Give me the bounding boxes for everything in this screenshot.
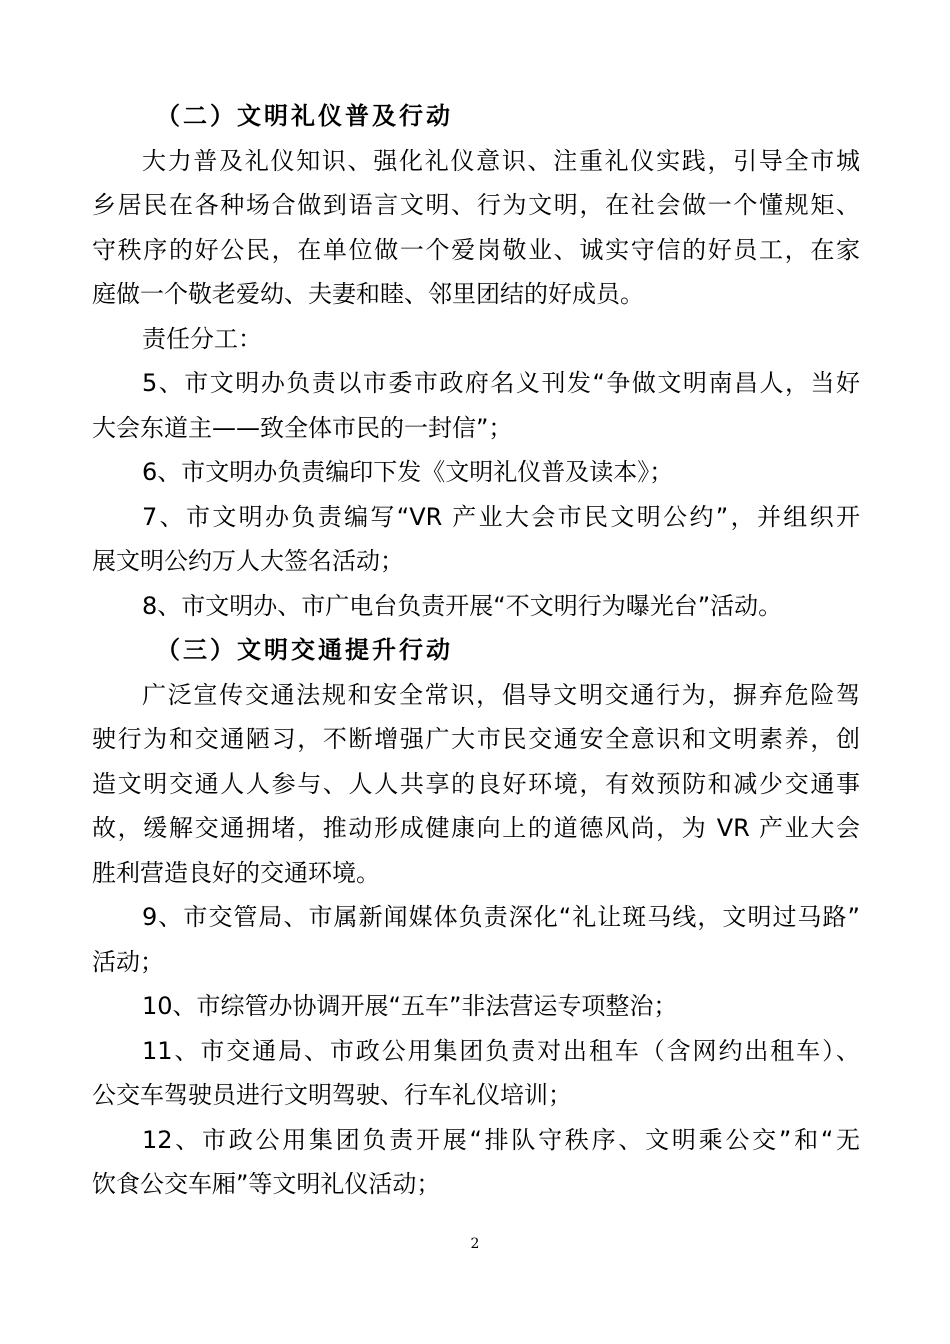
paragraph-line: 驶行为和交通陋习，不断增强广大市民交通安全意识和文明素养，创 [92,725,860,753]
paragraph-line: 守秩序的好公民，在单位做一个爱岗敬业、诚实守信的好员工，在家 [92,235,860,264]
paragraph-line: 广泛宣传交通法规和安全常识，倡导文明交通行为，摒弃危险驾 [142,680,860,709]
list-item-11-cont: 公交车驾驶员进行文明驾驶、行车礼仪培训； [92,1081,572,1109]
list-item-8: 8、市文明办、市广电台负责开展“不文明行为曝光台”活动。 [142,591,783,620]
list-item-5: 5、市文明办负责以市委市政府名义刊发“争做文明南昌人，当好 [142,369,860,397]
list-item-6: 6、市文明办负责编印下发《文明礼仪普及读本》； [142,458,674,486]
list-item-12-cont: 饮食公交车厢”等文明礼仪活动； [92,1170,441,1198]
paragraph-line: 乡居民在各种场合做到语言文明、行为文明，在社会做一个懂规矩、 [92,191,860,219]
list-item-12: 12、市政公用集团负责开展“排队守秩序、文明乘公交”和“无 [142,1125,860,1154]
paragraph-line: 造文明交通人人参与、人人共享的良好环境，有效预防和减少交通事 [92,769,860,798]
list-item-9: 9、市交管局、市属新闻媒体负责深化“礼让斑马线，文明过马路” [142,903,860,931]
page-number: 2 [470,1236,480,1252]
section-heading-traffic: （三）文明交通提升行动 [156,636,453,664]
list-item-9-cont: 活动； [92,947,164,976]
list-item-11: 11、市交通局、市政公用集团负责对出租车（含网约出租车）、 [142,1036,860,1065]
list-item-7-cont: 展文明公约万人大签名活动； [92,547,404,575]
list-item-7: 7、市文明办负责编写“VR 产业大会市民文明公约”，并组织开 [142,502,860,531]
section-heading-etiquette: （二）文明礼仪普及行动 [156,102,453,130]
paragraph-line: 大力普及礼仪知识、强化礼仪意识、注重礼仪实践，引导全市城 [142,146,860,175]
paragraph-line: 故，缓解交通拥堵，推动形成健康向上的道德风尚，为 VR 产业大会 [92,814,860,842]
paragraph-line: 胜利营造良好的交通环境。 [92,858,380,887]
list-item-10: 10、市综管办协调开展“五车”非法营运专项整治； [142,992,678,1020]
paragraph-line: 庭做一个敬老爱幼、夫妻和睦、邻里团结的好成员。 [92,280,644,308]
document-body [92,94,860,1207]
list-item-5-cont: 大会东道主——致全体市民的一封信”； [92,413,513,442]
responsibility-label: 责任分工： [142,324,262,353]
